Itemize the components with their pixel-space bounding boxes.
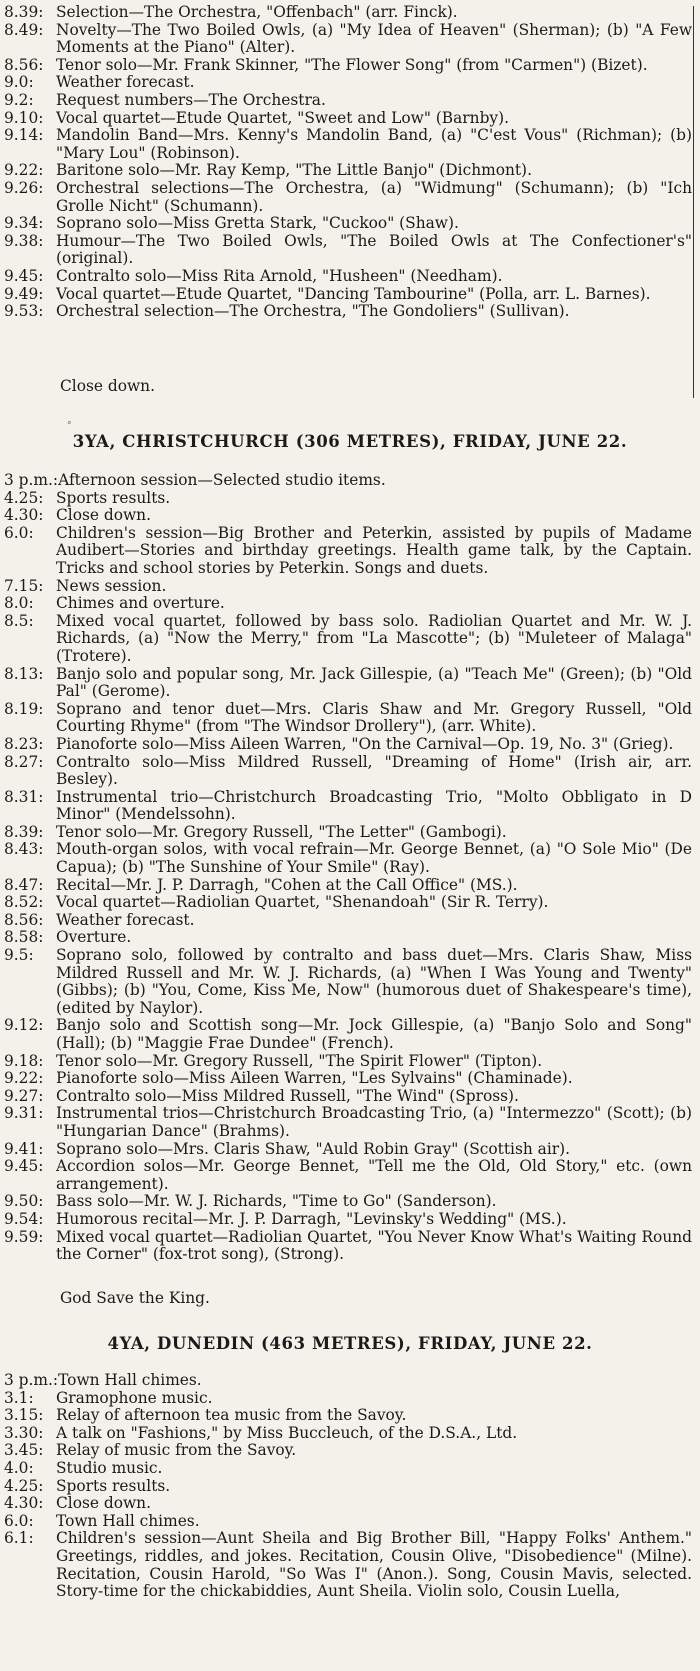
entry-time: 9.22:	[4, 1069, 44, 1088]
entry-description: Banjo solo and popular song, Mr. Jack Gillespie, (a) "Teach Me" (Green); (b) "Old Pal" (Gerome).	[56, 664, 692, 701]
entry-time: 8.47:	[4, 875, 44, 894]
entry-description: Baritone solo—Mr. Ray Kemp, "The Little Banjo" (Dichmont).	[56, 161, 532, 180]
entry-time: 4.0:	[4, 1458, 34, 1477]
entry-description: Children's session—Aunt Sheila and Big Brother Bill, "Happy Folks' Anthem." Greetings, riddles, and jokes. Recitation, Cousin Olive, "Disobedience" (Milne). Recitation, Cousin Harold, "So Was I" (Anon.). Song, Cousin Mavis, selected. Story-time for the chickabiddies, Aunt Sheila. Violin solo, Cousin Luella,	[56, 1529, 692, 1601]
programme-entry	[4, 1478, 692, 1496]
programme-entry	[4, 162, 692, 180]
programme-entry	[4, 1211, 692, 1229]
entry-time: 3.15:	[4, 1406, 44, 1425]
programme-entry	[4, 1530, 692, 1600]
programme-entry	[4, 1513, 692, 1531]
entry-description: Selection—The Orchestra, "Offenbach" (arr. Finck).	[56, 3, 458, 21]
programme-entry	[4, 912, 692, 930]
entry-description: Soprano solo—Miss Gretta Stark, "Cuckoo" (Shaw).	[56, 214, 459, 233]
entry-description: Town Hall chimes.	[56, 1511, 200, 1530]
entry-description: Contralto solo—Miss Rita Arnold, "Husheen" (Needham).	[56, 266, 503, 285]
entry-time: 8.49:	[4, 20, 44, 39]
entry-time: 9.59:	[4, 1227, 44, 1246]
entry-description: Bass solo—Mr. W. J. Richards, "Time to Go" (Sanderson).	[56, 1192, 497, 1211]
entry-description: Pianoforte solo—Miss Aileen Warren, "Les Sylvains" (Chaminade).	[56, 1069, 573, 1088]
entry-time: 3 p.m.:	[4, 1371, 59, 1389]
programme-entry	[4, 180, 692, 215]
programme-entry	[4, 894, 692, 912]
programme-entry	[4, 789, 692, 824]
entry-description: Soprano and tenor duet—Mrs. Claris Shaw and Mr. Gregory Russell, "Old Courting Rhyme" (from "The Windsor Drollery"), (arr. White).	[56, 699, 692, 736]
entry-time: 9.49:	[4, 284, 44, 303]
station-heading-3ya: 3YA, CHRISTCHURCH (306 METRES), FRIDAY, JUNE 22.	[72, 432, 628, 451]
programme-section-3ya	[4, 472, 692, 1264]
programme-entry	[4, 507, 692, 525]
entry-time: 6.0:	[4, 1511, 34, 1530]
entry-time: 9.26:	[4, 178, 44, 197]
programme-entry	[4, 22, 692, 57]
entry-description: Tenor solo—Mr. Gregory Russell, "The Spirit Flower" (Tipton).	[56, 1051, 543, 1070]
entry-time: 9.14:	[4, 126, 44, 145]
programme-entry	[4, 1495, 692, 1513]
entry-description: Mandolin Band—Mrs. Kenny's Mandolin Band, (a) "C'est Vous" (Richman); (b) "Mary Lou" (Robinson).	[56, 126, 692, 162]
entry-description: Banjo solo and Scottish song—Mr. Jock Gillespie, (a) "Banjo Solo and Song" (Hall); (b) "Maggie Frae Dundee" (French).	[56, 1016, 692, 1052]
programme-entry	[4, 215, 692, 233]
entry-description: Studio music.	[56, 1458, 163, 1477]
entry-time: 8.39:	[4, 3, 44, 21]
entry-description: Sports results.	[56, 1476, 171, 1495]
entry-time: 4.25:	[4, 488, 44, 507]
programme-entry	[4, 74, 692, 92]
entry-time: 8.56:	[4, 910, 44, 929]
programme-entry	[4, 525, 692, 578]
programme-entry	[4, 929, 692, 947]
entry-description: Weather forecast.	[56, 73, 195, 92]
entry-description: Contralto solo—Miss Mildred Russell, "The Wind" (Spross).	[56, 1086, 519, 1105]
entry-time: 8.13:	[4, 664, 44, 683]
programme-entry	[4, 286, 692, 304]
programme-entry	[4, 1105, 692, 1140]
entry-time: 9.50:	[4, 1192, 44, 1211]
entry-time: 4.30:	[4, 506, 44, 525]
entry-description: Recital—Mr. J. P. Darragh, "Cohen at the Call Office" (MS.).	[56, 875, 518, 894]
entry-time: 9.12:	[4, 1016, 44, 1035]
entry-description: Mixed vocal quartet, followed by bass solo. Radiolian Quartet and Mr. W. J. Richards, (a) "Now the Merry," from "La Mascotte"; (b) "Muleteer of Malaga" (Trotere).	[56, 611, 692, 665]
programme-entry	[4, 666, 692, 701]
entry-description: Weather forecast.	[56, 910, 195, 929]
programme-entry	[4, 472, 692, 490]
entry-time: 8.5:	[4, 611, 34, 630]
entry-time: 7.15:	[4, 576, 44, 595]
entry-time: 9.5:	[4, 946, 34, 965]
programme-entry	[4, 303, 692, 321]
programme-entry	[4, 841, 692, 876]
programme-entry	[4, 1070, 692, 1088]
entry-description: Gramophone music.	[56, 1388, 213, 1407]
entry-time: 9.22:	[4, 161, 44, 180]
programme-entry	[4, 490, 692, 508]
god-save-the-king-line: God Save the King.	[60, 1289, 210, 1307]
entry-description: Soprano solo, followed by contralto and bass duet—Mrs. Claris Shaw, Miss Mildred Russell and Mr. W. J. Richards, (a) "When I Was Young and Twenty" (Gibbs); (b) "You, Come, Kiss Me, Now" (humorous duet of Shakespeare's time), (edited by Naylor).	[56, 946, 692, 1017]
entry-time: 8.0:	[4, 594, 34, 613]
programme-entry	[4, 233, 692, 268]
entry-time: 8.39:	[4, 822, 44, 841]
entry-description: Close down.	[56, 1494, 151, 1513]
entry-time: 9.34:	[4, 214, 44, 233]
programme-entry	[4, 92, 692, 110]
entry-description: Novelty—The Two Boiled Owls, (a) "My Idea of Heaven" (Sherman); (b) "A Few Moments at the Piano" (Alter).	[56, 20, 692, 57]
entry-description: Accordion solos—Mr. George Bennet, "Tell me the Old, Old Story," etc. (own arrangement).	[56, 1157, 692, 1193]
programme-entry	[4, 613, 692, 666]
entry-description: Overture.	[56, 928, 132, 947]
programme-entry	[4, 754, 692, 789]
entry-time: 3 p.m.:	[4, 471, 59, 489]
programme-entry	[4, 1229, 692, 1264]
programme-entry	[4, 57, 692, 75]
programme-entry	[4, 110, 692, 128]
programme-entry	[4, 1088, 692, 1106]
entry-time: 9.31:	[4, 1104, 44, 1123]
programme-entry	[4, 1193, 692, 1211]
entry-description: Town Hall chimes.	[58, 1371, 202, 1389]
entry-description: Mixed vocal quartet—Radiolian Quartet, "You Never Know What's Waiting Round the Corner" (fox-trot song), (Strong).	[56, 1227, 692, 1264]
programme-entry	[4, 877, 692, 895]
entry-description: Tenor solo—Mr. Frank Skinner, "The Flower Song" (from "Carmen") (Bizet).	[56, 55, 648, 74]
programme-entry	[4, 1460, 692, 1478]
entry-time: 3.30:	[4, 1423, 44, 1442]
programme-entry	[4, 578, 692, 596]
programme-entry	[4, 4, 692, 22]
entry-description: Soprano solo—Mrs. Claris Shaw, "Auld Robin Gray" (Scottish air).	[56, 1139, 570, 1158]
entry-description: Vocal quartet—Radiolian Quartet, "Shenandoah" (Sir R. Terry).	[56, 893, 549, 912]
entry-description: News session.	[56, 576, 167, 595]
entry-description: Vocal quartet—Etude Quartet, "Dancing Tambourine" (Polla, arr. L. Barnes).	[56, 284, 651, 303]
entry-time: 8.43:	[4, 840, 44, 859]
programme-entry	[4, 1390, 692, 1408]
entry-time: 9.0:	[4, 73, 34, 92]
programme-entry	[4, 947, 692, 1017]
close-down-line: Close down.	[60, 377, 155, 395]
entry-time: 8.19:	[4, 699, 44, 718]
entry-description: Close down.	[56, 506, 151, 525]
entry-description: Orchestral selection—The Orchestra, "The Gondoliers" (Sullivan).	[56, 302, 570, 321]
entry-description: Mouth-organ solos, with vocal refrain—Mr. George Bennet, (a) "O Sole Mio" (De Capua); (b) "The Sunshine of Your Smile" (Ray).	[56, 840, 692, 877]
programme-entry	[4, 1372, 692, 1390]
entry-time: 9.45:	[4, 1157, 44, 1176]
entry-time: 6.1:	[4, 1529, 34, 1548]
programme-entry	[4, 268, 692, 286]
entry-time: 9.54:	[4, 1209, 44, 1228]
entry-time: 3.1:	[4, 1388, 34, 1407]
print-speck: °	[67, 421, 72, 431]
programme-entry	[4, 736, 692, 754]
programme-entry	[4, 1407, 692, 1425]
programme-entry	[4, 1158, 692, 1193]
entry-time: 9.2:	[4, 90, 34, 109]
entry-description: Humour—The Two Boiled Owls, "The Boiled Owls at The Confectioner's" (original).	[56, 231, 692, 268]
entry-time: 9.38:	[4, 231, 44, 250]
entry-time: 6.0:	[4, 523, 34, 542]
entry-description: Contralto solo—Miss Mildred Russell, "Dreaming of Home" (Irish air, arr. Besley).	[56, 752, 692, 789]
programme-entry	[4, 1053, 692, 1071]
entry-time: 8.52:	[4, 893, 44, 912]
entry-time: 9.41:	[4, 1139, 44, 1158]
entry-time: 9.10:	[4, 108, 44, 127]
programme-entry	[4, 1141, 692, 1159]
entry-time: 8.31:	[4, 787, 44, 806]
entry-time: 4.30:	[4, 1494, 44, 1513]
programme-entry	[4, 595, 692, 613]
entry-description: Instrumental trios—Christchurch Broadcasting Trio, (a) "Intermezzo" (Scott); (b) "Hungarian Dance" (Brahms).	[56, 1104, 692, 1140]
entry-description: Humorous recital—Mr. J. P. Darragh, "Levinsky's Wedding" (MS.).	[56, 1209, 567, 1228]
entry-time: 8.23:	[4, 734, 44, 753]
entry-time: 9.27:	[4, 1086, 44, 1105]
entry-description: Tenor solo—Mr. Gregory Russell, "The Letter" (Gambogi).	[56, 822, 507, 841]
station-heading-4ya: 4YA, DUNEDIN (463 METRES), FRIDAY, JUNE 22.	[107, 1334, 593, 1353]
entry-time: 3.45:	[4, 1441, 44, 1460]
entry-description: A talk on "Fashions," by Miss Buccleuch, of the D.S.A., Ltd.	[56, 1423, 518, 1442]
entry-time: 8.27:	[4, 752, 44, 771]
programme-section-continued	[4, 4, 692, 321]
entry-description: Afternoon session—Selected studio items.	[58, 471, 386, 489]
programme-entry	[4, 1425, 692, 1443]
programme-entry	[4, 824, 692, 842]
programme-section-4ya	[4, 1372, 692, 1601]
entry-time: 4.25:	[4, 1476, 44, 1495]
entry-description: Orchestral selections—The Orchestra, (a) "Widmung" (Schumann); (b) "Ich Grolle Nicht" (Schumann).	[56, 178, 692, 215]
entry-time: 9.53:	[4, 302, 44, 321]
entry-description: Vocal quartet—Etude Quartet, "Sweet and Low" (Barnby).	[56, 108, 510, 127]
programme-entry	[4, 127, 692, 162]
entry-description: Instrumental trio—Christchurch Broadcasting Trio, "Molto Obbligato in D Minor" (Mendelssohn).	[56, 787, 692, 824]
entry-time: 9.18:	[4, 1051, 44, 1070]
entry-description: Request numbers—The Orchestra.	[56, 90, 326, 109]
column-rule	[693, 6, 694, 398]
entry-description: Sports results.	[56, 488, 171, 507]
entry-description: Children's session—Big Brother and Peterkin, assisted by pupils of Madame Audibert—Stories and birthday greetings. Health game talk, by the Captain. Tricks and school stories by Peterkin. Songs and duets.	[56, 523, 692, 577]
entry-description: Relay of afternoon tea music from the Savoy.	[56, 1406, 407, 1425]
entry-time: 8.58:	[4, 928, 44, 947]
entry-description: Chimes and overture.	[56, 594, 225, 613]
programme-entry	[4, 1017, 692, 1052]
entry-time: 8.56:	[4, 55, 44, 74]
entry-description: Pianoforte solo—Miss Aileen Warren, "On the Carnival—Op. 19, No. 3" (Grieg).	[56, 734, 674, 753]
entry-description: Relay of music from the Savoy.	[56, 1441, 297, 1460]
entry-time: 9.45:	[4, 266, 44, 285]
programme-entry	[4, 701, 692, 736]
programme-entry	[4, 1442, 692, 1460]
